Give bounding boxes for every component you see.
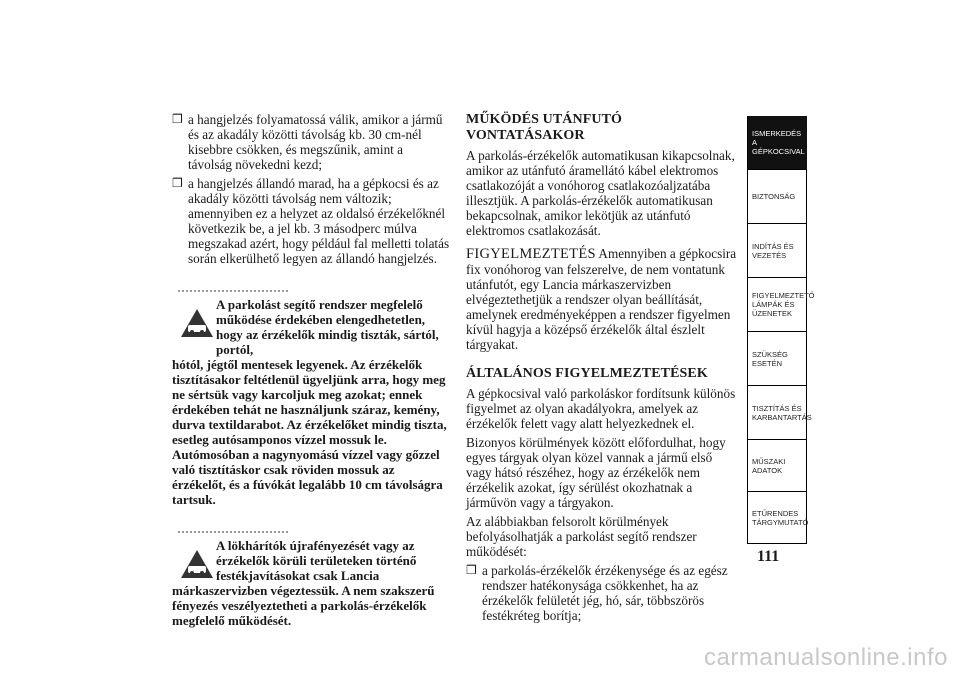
- warning-label: FIGYELMEZTETÉS: [466, 246, 596, 262]
- warning-head: A lökhárítók újrafényezését vagy az érzékelők körüli területeken történő festékjavításokat csak Lancia: [216, 538, 417, 583]
- warning-body: hótól, jégtől mentesek legyenek. Az érzékelők tisztításakor feltétlenül ügyeljünk arra, hogy meg ne sértsük vagy karcoljuk meg azokat; ennek érdekében tehát ne használjunk száraz, kemény, durva textildarabot. Az érzékelőket mindig tiszta, esetleg autósamponos vízzel mossuk le. Autómosóban a nagynyomású vízzel vagy gőzzel való tisztításkor csak röviden mossuk az érzékelőt, és a fúvókát legalább 10 cm távolságra tartsuk.: [172, 357, 447, 507]
- warning-head: A parkolást segítő rendszer megfelelő működése érdekében elengedhetetlen, hogy az érzékelők mindig tiszták, sártól, portól,: [216, 297, 439, 357]
- chapter-tabs: [747, 116, 815, 544]
- tab-szukseg[interactable]: SZÜKSÉG ESETÉN: [748, 332, 807, 386]
- list-item: [172, 112, 450, 172]
- warning-paragraph: [466, 246, 738, 352]
- divider: [178, 290, 288, 292]
- right-column: [466, 112, 738, 627]
- paragraph: Bizonyos körülmények között előfordulhat, hogy egyes tárgyak olyan közel vannak a jármű első vagy hátsó részéhez, hogy az érzékelők nem érzékelik azokat, így sérülést okozhatnak a járművön vagy a tárgyakon.: [466, 435, 726, 510]
- bullet-text: a hangjelzés folyamatossá válik, amikor a jármű és az akadály közötti távolság kb. 30 cm-nél kisebbre csökken, és megszűnik, amint a távolság növekedni kezd;: [188, 112, 443, 172]
- tab-betarendes[interactable]: ETŰRENDES TÁRGYMUTATÓ: [748, 492, 807, 544]
- paragraph: A gépkocsival való parkoláskor fordítsunk különös figyelmet az olyan akadályokra, amelyek az érzékelők felett vagy alatt helyezkednek el.: [466, 386, 736, 431]
- page-number: 111: [757, 548, 780, 565]
- watermark: carmanualsonline.info: [704, 644, 948, 671]
- tab-ismerkedes[interactable]: ISMERKEDÉS A GÉPKOCSIVAL: [748, 116, 807, 170]
- tab-tisztitas[interactable]: TISZTÍTÁS ÉS KARBANTARTÁS: [748, 386, 807, 440]
- checkbox-bullet-icon: ❒: [466, 563, 477, 577]
- warning-triangle-icon: [180, 549, 214, 579]
- section-heading-general: ÁLTALÁNOS FIGYELMEZTETÉSEK: [466, 366, 708, 381]
- left-column: [172, 112, 450, 628]
- warning-text: Amennyiben a gépkocsira fix vonóhorog van felszerelve, de nem vontatunk utánfutót, egy Lancia márkaszervizben elvégeztethetjük a rendszer olyan beállítását, amelynek eredményeképpen a rendszer figyelmen kívül hagyja a középső érzékelők által észlelt tárgyakat.: [466, 246, 737, 352]
- warning-box-paint: [172, 531, 450, 628]
- warning-box-sensors: [172, 290, 450, 507]
- tab-inditas[interactable]: INDÍTÁS ÉS VEZETÉS: [748, 224, 807, 278]
- warning-triangle-icon: [180, 308, 214, 338]
- tab-biztonsag[interactable]: BIZTONSÁG: [748, 170, 807, 224]
- tab-muszaki[interactable]: MŰSZAKI ADATOK: [748, 440, 807, 492]
- section-heading-trailer: MŰKÖDÉS UTÁNFUTÓ VONTATÁSAKOR: [466, 112, 622, 143]
- bullet-text: a parkolás-érzékelők érzékenysége és az egész rendszer hatékonysága csökkenhet, ha az érzékelők felületét jég, hó, sár, többszörös festékréteg borítja;: [482, 563, 728, 623]
- warning-body: márkaszervizben végeztessük. A nem szakszerű fényezés veszélyeztetheti a parkolás-érzékelők megfelelő működését.: [172, 583, 435, 628]
- bullet-text: a hangjelzés állandó marad, ha a gépkocsi és az akadály közötti távolság nem változik; amennyiben ez a helyzet az oldalsó érzékelőknél következik be, a jel kb. 3 másodperc múlva megszakad azért, hogy például fal melletti tolatás során elkerülhető legyen az állandó hangjelzés.: [188, 176, 450, 266]
- paragraph: A parkolás-érzékelők automatikusan kikapcsolnak, amikor az utánfutó áramellátó kábel elektromos csatlakozóját a vonóhorog csatlakozóaljzatába illesztjük. A parkolás-érzékelők automatikusan bekapcsolnak, amikor lekötjük az utánfutó elektromos csatlakozását.: [466, 148, 735, 238]
- list-item: [172, 176, 450, 266]
- paragraph: Az alábbiakban felsorolt körülmények befolyásolhatják a parkolást segítő rendszer működését:: [466, 514, 697, 559]
- list-item: [466, 563, 738, 623]
- divider: [178, 531, 288, 533]
- tab-figyelmezteto[interactable]: FIGYELMEZTETŐ LÁMPÁK ÉS ÜZENETEK: [748, 278, 807, 332]
- checkbox-bullet-icon: ❒: [172, 112, 183, 126]
- checkbox-bullet-icon: ❒: [172, 176, 183, 190]
